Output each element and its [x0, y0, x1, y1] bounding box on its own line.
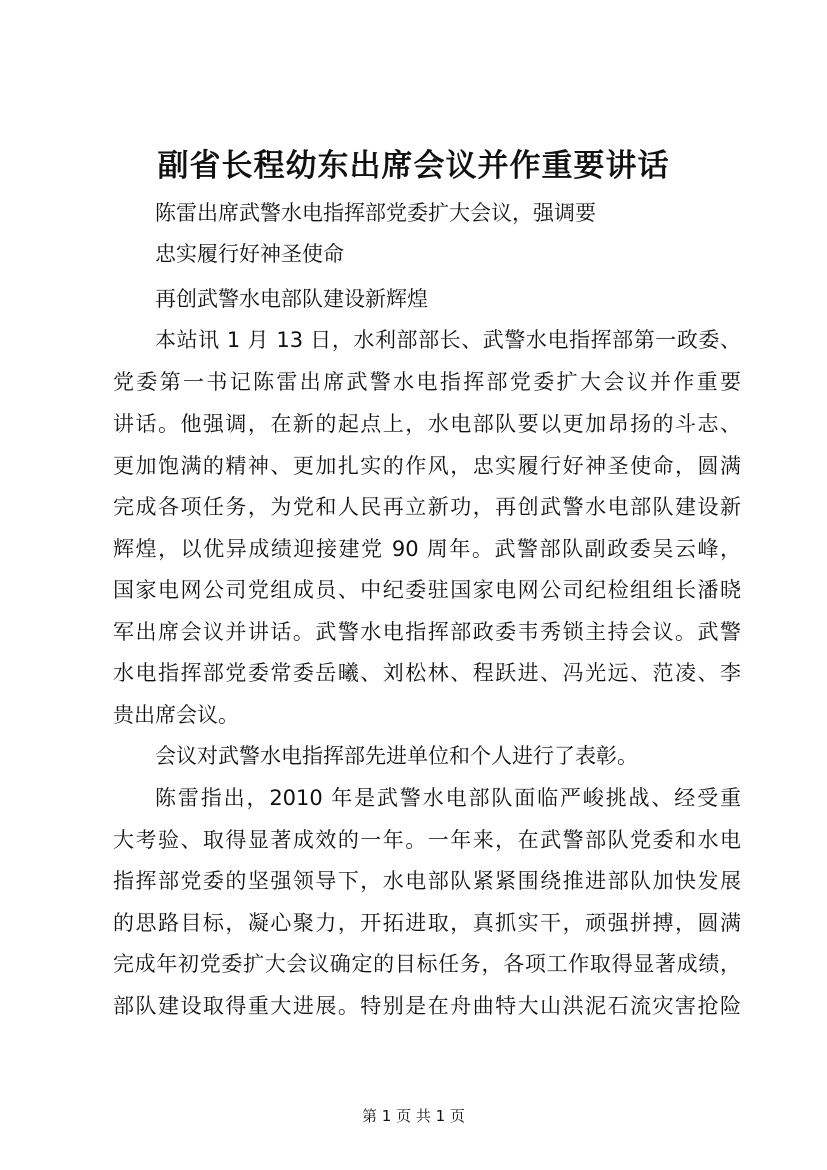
paragraph-1-line-1: 本站讯 1 月 13 日，水利部部长、武警水电指挥部第一政委、 — [155, 328, 741, 352]
paragraph-1-line-6: 辉煌，以优异成绩迎接建党 90 周年。武警部队副政委吴云峰， — [113, 537, 741, 561]
paragraph-1-line-3: 讲话。他强调，在新的起点上，水电部队要以更加昂扬的斗志、 — [113, 412, 741, 436]
paragraph-2-line-1: 会议对武警水电指挥部先进单位和个人进行了表彰。 — [155, 744, 638, 768]
paragraph-3-line-4: 的思路目标，凝心聚力，开拓进取，真抓实干，顽强拼搏，圆满 — [113, 911, 741, 935]
paragraph-1-line-5: 完成各项任务，为党和人民再立新功，再创武警水电部队建设新 — [113, 495, 741, 519]
paragraph-3-line-1: 陈雷指出，2010 年是武警水电部队面临严峻挑战、经受重 — [155, 786, 741, 810]
paragraph-1-line-10: 贵出席会议。 — [113, 703, 239, 727]
paragraph-3-line-3: 指挥部党委的坚强领导下，水电部队紧紧围绕推进部队加快发展 — [113, 869, 741, 893]
document-title: 副省长程幼东出席会议并作重要讲话 — [157, 148, 670, 184]
paragraph-3-line-2: 大考验、取得显著成效的一年。一年来，在武警部队党委和水电 — [113, 828, 741, 852]
paragraph-1-line-9: 水电指挥部党委常委岳曦、刘松林、程跃进、冯光远、范凌、李 — [113, 661, 741, 685]
paragraph-1-line-2: 党委第一书记陈雷出席武警水电指挥部党委扩大会议并作重要 — [113, 370, 741, 394]
paragraph-1-line-7: 国家电网公司党组成员、中纪委驻国家电网公司纪检组组长潘晓 — [113, 578, 741, 602]
subtitle-line-2: 忠实履行好神圣使命 — [155, 242, 344, 266]
paragraph-1-line-4: 更加饱满的精神、更加扎实的作风，忠实履行好神圣使命，圆满 — [113, 454, 741, 478]
page-number-footer: 第 1 页 共 1 页 — [362, 1107, 465, 1125]
paragraph-3-line-6: 部队建设取得重大进展。特别是在舟曲特大山洪泥石流灾害抢险 — [113, 994, 741, 1018]
subtitle-line-3: 再创武警水电部队建设新辉煌 — [155, 287, 428, 311]
paragraph-1-line-8: 军出席会议并讲话。武警水电指挥部政委韦秀锁主持会议。武警 — [113, 620, 741, 644]
subtitle-line-1: 陈雷出席武警水电指挥部党委扩大会议，强调要 — [155, 201, 596, 225]
paragraph-3-line-5: 完成年初党委扩大会议确定的目标任务，各项工作取得显著成绩， — [113, 952, 741, 976]
